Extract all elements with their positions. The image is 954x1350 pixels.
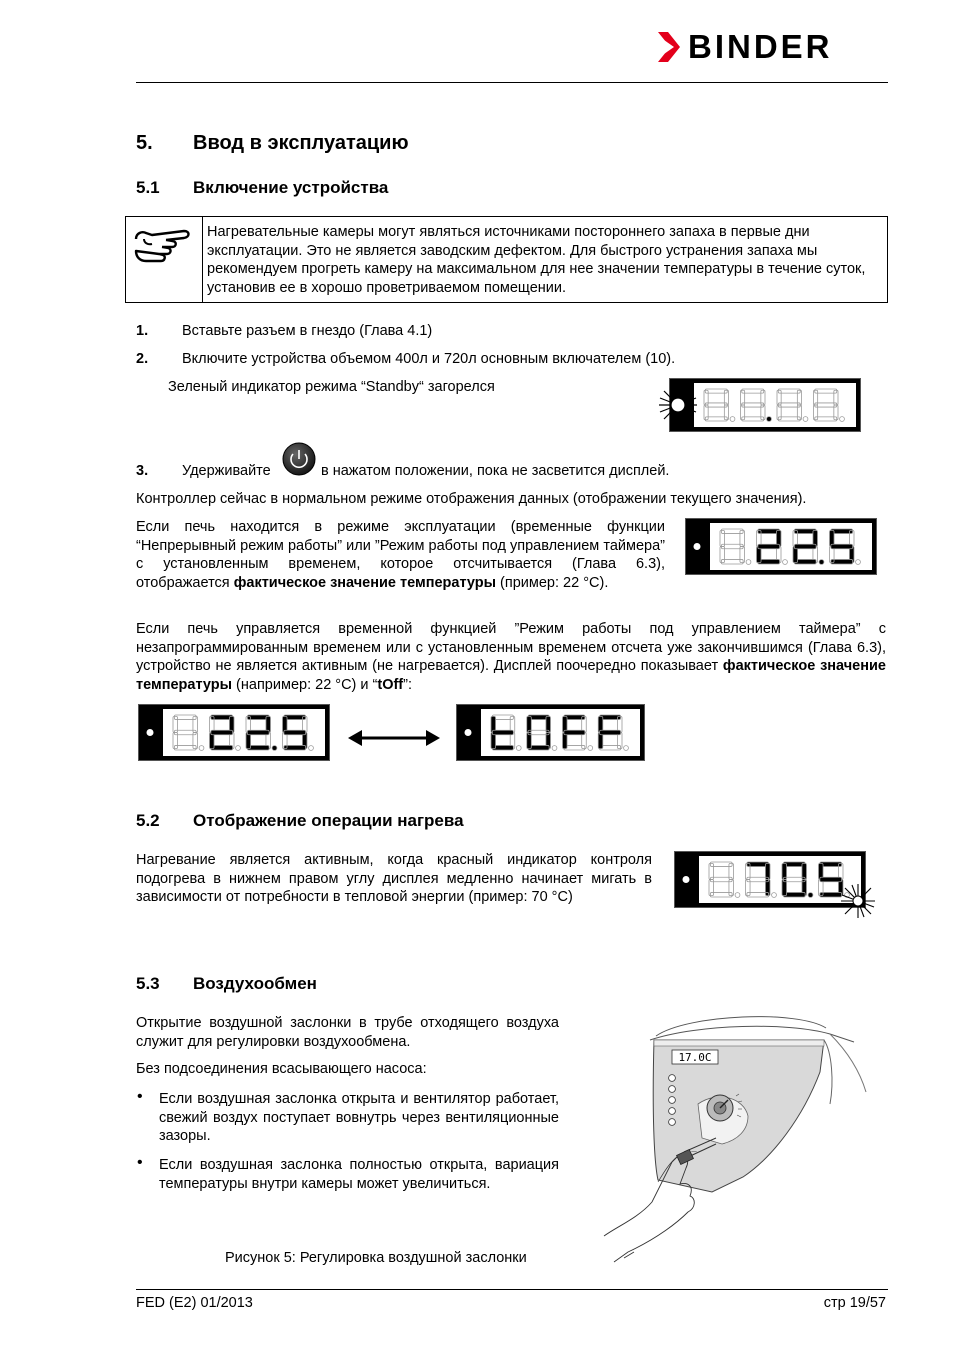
segment	[794, 544, 816, 549]
para1-a: Если печь находится в режиме эксплуатации (временные функции “Непрерывный режим работы” или ”Режим работы под управлением таймера” с установленным временем, которое отсчитывается (Глава 6.3), отображается	[136, 519, 665, 591]
para2-bold: фактическое значение температуры	[136, 658, 886, 693]
standby-led-burst-icon	[657, 384, 699, 426]
segment	[600, 730, 621, 735]
standby-text: Зеленый индикатор режима “Standby“ загорелся	[168, 379, 495, 395]
display-led	[147, 729, 154, 736]
panel-display-text: 17.0C	[678, 1051, 712, 1064]
segment	[831, 544, 853, 549]
subsection-title-5-3: Воздухообмен	[193, 974, 317, 993]
bullet-1-text: Если воздушная заслонка открыта и вентилятор работает, свежий воздух поступает вовнутрь через вентиляционные зазоры.	[159, 1091, 559, 1144]
display-led	[694, 543, 701, 550]
display-led	[465, 729, 472, 736]
para2-c: (например: 22 °C) и “	[232, 676, 378, 693]
step-2-number: 2.	[136, 351, 149, 367]
bullet-2-text: Если воздушная заслонка полностью открыта, вариация температуры внутри камеры может увеличиться.	[159, 1157, 559, 1192]
air-exchange-paragraph: Открытие воздушной заслонки в трубе отходящего воздуха служит для регулировки воздухообмена.	[136, 1015, 559, 1050]
actual-temp-paragraph	[136, 518, 665, 592]
alt-right-svg	[457, 705, 644, 760]
subsection-title-5-1: Включение устройства	[193, 178, 389, 197]
timer-paragraph	[136, 620, 886, 694]
bullet-2-marker: •	[137, 1154, 143, 1171]
section-number: 5.	[136, 132, 153, 154]
alternating-display-left	[138, 704, 330, 761]
brand-name: BINDER	[688, 28, 833, 65]
note-icon-cell	[126, 217, 203, 302]
step-3-text-a: Удерживайте	[182, 463, 271, 479]
segment	[820, 877, 842, 882]
para2-toff: tOff	[377, 676, 404, 693]
decimal-point	[819, 560, 824, 565]
para2-a: Если печь управляется временной функцией ”Режим работы под управлением таймера” с незапрограммированным временем или с установленным временем отсчета уже закончившимся (Глава 6.3), устройство не является активным (не нагревается). Дисплей поочередно показывает	[136, 621, 886, 674]
actual-temp-display-svg	[686, 519, 876, 574]
step-1-text: Вставьте разъем в гнездо (Глава 4.1)	[182, 323, 433, 339]
page-title: Ввод в эксплуатацию	[193, 132, 409, 154]
segment	[564, 730, 585, 735]
subsection-number-5-2: 5.2	[136, 811, 160, 830]
display-led	[683, 876, 690, 883]
svg-text:—: —	[691, 1148, 697, 1155]
note-box	[125, 216, 888, 303]
segment	[284, 730, 306, 735]
heating-paragraph: Нагревание является активным, когда красный индикатор контроля подогрева в нижнем правом углу дисплея медленно начинает мигать в зависимости от потребности в тепловой энергии (пример: 70 °C)	[136, 852, 652, 905]
alternating-display-right	[456, 704, 645, 761]
heating-display	[674, 851, 866, 908]
heating-display-svg	[675, 852, 865, 907]
step-1-number: 1.	[136, 323, 149, 339]
brand-logo	[656, 30, 888, 66]
para1-c: (пример: 22 °C).	[496, 574, 609, 591]
controller-text: Контроллер сейчас в нормальном режиме отображения данных (отображении текущего значения).	[136, 491, 807, 507]
footer-rule	[136, 1289, 888, 1290]
no-pump-text: Без подсоединения всасывающего насоса:	[136, 1061, 427, 1077]
para1-bold: фактическое значение температуры	[233, 574, 497, 591]
para2-e: ”:	[403, 676, 412, 693]
decimal-point	[767, 417, 772, 422]
subsection-number-5-1: 5.1	[136, 178, 160, 197]
header-rule	[136, 82, 888, 83]
double-arrow-icon	[348, 728, 440, 748]
decimal-point	[272, 746, 277, 751]
air-damper-figure	[598, 1012, 888, 1267]
segment	[247, 730, 269, 735]
segment	[211, 730, 233, 735]
subsection-number-5-3: 5.3	[136, 974, 160, 993]
actual-temp-display	[685, 518, 877, 575]
power-button[interactable]	[282, 442, 316, 476]
step-2-text: Включите устройства объемом 400л и 720л основным включателем (10).	[182, 351, 676, 367]
decimal-point	[808, 893, 813, 898]
alt-left-svg	[139, 705, 329, 760]
segment	[758, 544, 780, 549]
footer-page-number: стр 19/57	[823, 1295, 886, 1311]
step-3-text-b: в нажатом положении, пока не засветится дисплей.	[321, 463, 670, 479]
heating-led-burst-icon	[840, 883, 876, 919]
step-3-number: 3.	[136, 463, 149, 479]
segment	[492, 730, 513, 735]
note-text: Нагревательные камеры могут являться источниками постороннего запаха в первые дни эксплуатации. Это не является заводским дефектом. Для быстрого устранения запаха мы рекомендуем прогреть камеру на максимальном для нее значении температуры в течение суток, установив ее в хорошо проветриваемом помещении.	[207, 224, 866, 296]
bullet-1-marker: •	[137, 1088, 143, 1105]
footer-doc-id: FED (E2) 01/2013	[136, 1295, 253, 1311]
pointing-hand-icon	[132, 223, 194, 267]
power-icon	[282, 442, 316, 476]
subsection-title-5-2: Отображение операции нагрева	[193, 811, 464, 830]
figure-caption: Рисунок 5: Регулировка воздушной заслонки	[225, 1250, 527, 1266]
